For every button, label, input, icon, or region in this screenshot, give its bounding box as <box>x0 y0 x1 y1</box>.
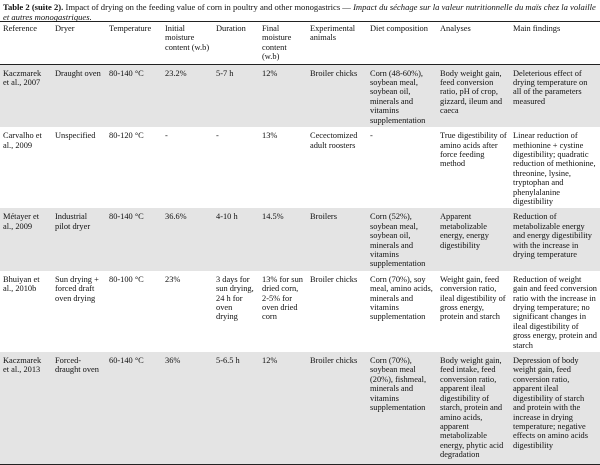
cell-main-findings: Depression of body weight gain, feed conversion ratio, apparent ileal digestibility of starch and protein with the increase in drying temperature; negative effects on amino acids digestibility <box>513 356 588 450</box>
cell-experimental-animals: Cecectomized adult roosters <box>310 131 358 150</box>
cell-initial-moisture: - <box>165 131 168 141</box>
header-diet-composition: Diet composition <box>370 24 428 33</box>
cell-dryer: Draught oven <box>55 68 101 78</box>
header-duration: Duration <box>216 24 246 33</box>
cell-main-findings: Deleterious effect of drying temperature on all of the parameters measured <box>513 68 588 106</box>
header-temperature: Temperature <box>109 24 152 33</box>
cell-analyses: Body weight gain, feed conversion ratio, pH of crop, gizzard, ileum and caeca <box>440 68 503 116</box>
cell-initial-moisture: 36% <box>165 356 181 366</box>
cell-temperature: 80-100 °C <box>109 274 144 284</box>
cell-duration: 4-10 h <box>216 212 238 222</box>
cell-main-findings: Linear reduction of methionine + cystine digestibility; quadratic reduction of methionine, threonine, lysine, tryptophan and phenylalanine digestibility <box>513 131 596 206</box>
cell-temperature: 60-140 °C <box>109 356 144 366</box>
header-dryer: Dryer <box>55 24 75 33</box>
cell-dryer: Unspecified <box>55 131 96 141</box>
table-row <box>0 64 600 127</box>
cell-final-moisture: 12% <box>262 68 278 78</box>
cell-dryer: Industrial pilot dryer <box>55 212 91 231</box>
cell-dryer: Sun drying + forced draft oven drying <box>55 274 99 303</box>
cell-analyses: Apparent metabolizable energy, energy digestibility <box>440 212 489 250</box>
header-reference: Reference <box>3 24 37 33</box>
cell-analyses: Body weight gain, feed intake, feed conversion ratio, apparent ileal digestibility of starch, protein and amino acids, apparent metabolizable energy, phytic acid degradation <box>440 356 504 460</box>
cell-duration: 5-6.5 h <box>216 356 240 366</box>
table-header-row <box>0 22 600 65</box>
cell-final-moisture: 13% <box>262 131 278 141</box>
table-row <box>0 208 600 270</box>
cell-final-moisture: 12% <box>262 356 278 366</box>
cell-reference: Kaczmarek et al., 2007 <box>3 68 42 88</box>
cell-reference: Carvalho et al., 2009 <box>3 131 42 150</box>
table-row <box>0 127 600 208</box>
header-analyses: Analyses <box>440 24 471 33</box>
cell-diet-composition: Corn (70%), soy meal, amino acids, minerals and vitamins supplementation <box>370 274 433 322</box>
cell-diet-composition: - <box>370 131 373 141</box>
header-main-findings: Main findings <box>513 24 561 33</box>
cell-reference: Kaczmarek et al., 2013 <box>3 356 42 375</box>
cell-main-findings: Reduction of metabolizable energy and energy digestibility with the increase in drying temperature <box>513 212 592 259</box>
cell-final-moisture: 13% for sun dried corn, 2-5% for oven dried corn <box>262 274 303 322</box>
cell-initial-moisture: 36.6% <box>165 212 187 222</box>
cell-final-moisture: 14.5% <box>262 212 284 222</box>
cell-temperature: 80-140 °C <box>109 212 144 222</box>
table-caption <box>0 0 600 21</box>
header-experimental-animals: Experimental animals <box>310 24 356 43</box>
caption-label: Table 2 (suite 2). <box>3 2 64 12</box>
cell-experimental-animals: Broiler chicks <box>310 68 358 78</box>
cell-reference: Métayer et al., 2009 <box>3 212 40 231</box>
header-initial-moisture: Initial moisture content (w.b) <box>165 24 210 52</box>
cell-initial-moisture: 23.2% <box>165 68 187 78</box>
cell-main-findings: Reduction of weight gain and feed conversion ratio with the increase in drying temperature; no significant changes in ileal digestibility of gross energy, protein and starch <box>513 274 597 350</box>
cell-analyses: True digestibility of amino acids after force feeding method <box>440 131 507 169</box>
cell-experimental-animals: Broiler chicks <box>310 274 358 284</box>
cell-duration: 3 days for sun drying, 24 h for oven drying <box>216 274 254 322</box>
header-final-moisture: Final moisture content (w.b) <box>262 24 292 62</box>
cell-duration: 5-7 h <box>216 68 234 78</box>
cell-reference: Bhuiyan et al., 2010b <box>3 274 40 294</box>
cell-analyses: Weight gain, feed conversion ratio, ileal digestibility of gross energy, protein and starch <box>440 274 506 322</box>
cell-initial-moisture: 23% <box>165 274 181 284</box>
table-row <box>0 271 600 352</box>
cell-experimental-animals: Broilers <box>310 212 337 222</box>
cell-experimental-animals: Broiler chicks <box>310 356 358 366</box>
cell-duration: - <box>216 131 219 141</box>
cell-diet-composition: Corn (70%), soybean meal (20%), fishmeal, minerals and vitamins supplementation <box>370 356 427 413</box>
cell-temperature: 80-140 °C <box>109 68 144 78</box>
caption-subtitle: Impact du séchage sur la valeur nutritionnelle du maïs chez la volaille et autres monogastriques. <box>3 2 596 22</box>
table-row <box>0 352 600 464</box>
cell-dryer: Forced-draught oven <box>55 356 99 375</box>
cell-diet-composition: Corn (48-60%), soybean meal, soybean oil, minerals and vitamins supplementation <box>370 68 426 125</box>
cell-diet-composition: Corn (52%), soybean meal, soybean oil, minerals and vitamins supplementation <box>370 212 426 269</box>
drying-impact-table <box>0 21 600 465</box>
cell-temperature: 80-120 °C <box>109 131 144 141</box>
caption-title: Impact of drying on the feeding value of corn in poultry and other monogastrics — <box>63 2 354 12</box>
